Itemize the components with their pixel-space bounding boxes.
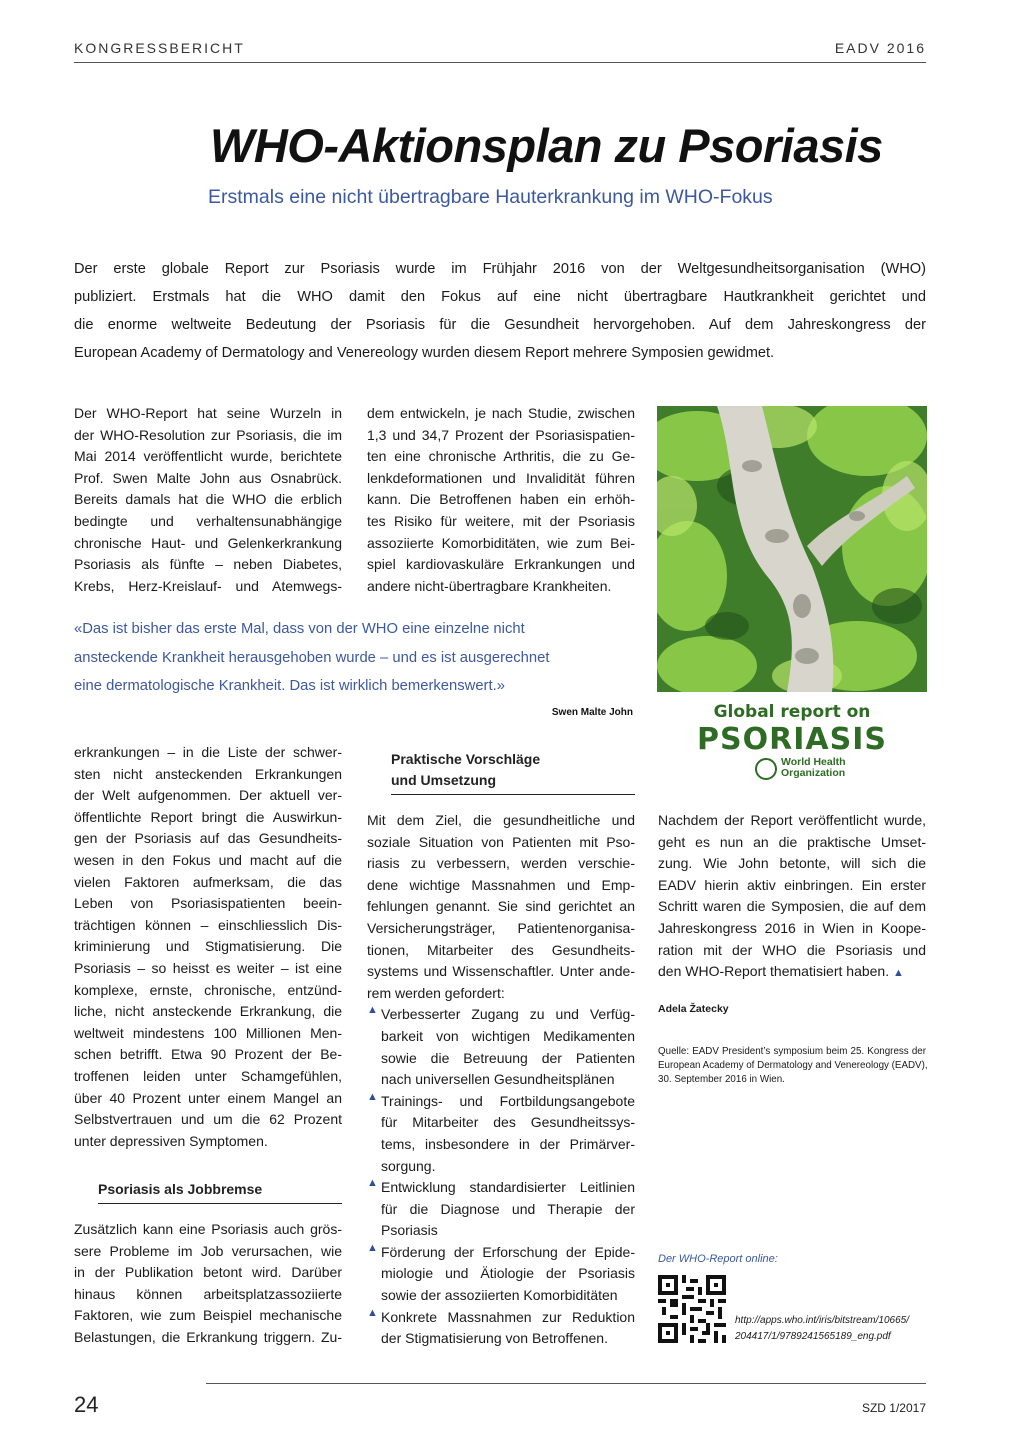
lead-line: die enorme weltweite Bedeutung der Psoriasis für die Gesundheit hervorgehoben. Auf dem Jahreskongress der [74,317,926,333]
text-line: der WHO-Resolution zur Psoriasis, die im [74,426,342,443]
text-line: Versicherungsträger, Patientenorganisa- [367,919,635,936]
source-line: European Academy of Dermatology and Venereology (EADV), [658,1060,928,1071]
text-line: systems und Wissenschaftler. Unter ande- [367,963,635,980]
column-2-bottom [367,810,635,1350]
column-2-top [367,403,635,597]
text-line: ten eine chronische Arthritis, die zu Ge- [367,448,635,465]
text-line: Bereits damals hat die WHO die erblich [74,491,342,508]
text-line: sere Probleme im Job verursachen, wie [74,1242,342,1259]
text-line-content: den WHO-Report thematisiert haben. [658,963,890,980]
text-line: Konkrete Massnahmen zur Reduktion [381,1308,635,1325]
section-label: KONGRESSBERICHT [74,40,245,56]
text-line: geht es nun an die praktische Umset- [658,833,926,850]
text-line: kann. Die Betroffenen haben ein erhöh- [367,491,635,508]
bullet-item [367,1004,635,1090]
text-line: Leben von Psoriasispatienten beein- [74,895,342,912]
column-3 [658,810,926,985]
quote-line: ansteckende Krankheit herausgehoben wurde – und es ist ausgerechnet [74,649,550,666]
text-line: Entwicklung standardisierter Leitlinien [381,1179,635,1196]
header-divider [74,62,926,63]
bullet-item [367,1307,635,1350]
heading-underline [98,1203,342,1204]
quote-line: «Das ist bisher das erste Mal, dass von der WHO eine einzelne nicht [74,621,525,637]
bullet-item [367,1091,635,1177]
text-line: sten nicht ansteckenden Erkrankungen [74,765,342,782]
text-line: sowie die Betreuung der Patienten [381,1049,635,1066]
text-line: Mai 2014 veröffentlicht wurde, berichtete [74,448,342,465]
lead-line: European Academy of Dermatology and Venereology wurden diesem Report mehrere Symposien gewidmet. [74,345,775,361]
text-line: unter depressiven Symptomen. [74,1132,268,1149]
text-line: tems, insbesondere in der Primärver- [381,1135,635,1152]
cover-org-line2: Organization [781,767,846,779]
text-line: weltweit mindestens 100 Millionen Men- [74,1024,342,1041]
text-line: erkrankungen – in die Liste der schwer- [74,744,342,760]
text-line: andere nicht-übertragbare Krankheiten. [367,577,612,594]
text-line: liche, nicht ansteckende Erkrankung, die [74,1003,342,1020]
page-number: 24 [74,1392,99,1417]
heading-line: Praktische Vorschläge [391,751,541,767]
text-line: assoziierte Komorbiditäten, wie zum Bei- [367,534,635,551]
text-line: komplexe, ernste, chronische, entzünd- [74,981,342,998]
text-line: vielen Faktoren aufmerksam, die das [74,873,342,890]
text-line: nach universellen Gesundheitsplänen [381,1071,615,1088]
article-author: Adela Žatecky [658,1003,729,1015]
text-line: 1,3 und 34,7 Prozent der Psoriasispatien- [367,426,635,443]
text-line: Schritt waren die Symposien, die auf dem [658,898,926,915]
source-line: 30. September 2016 in Wien. [658,1074,785,1085]
text-line: Belastungen, die Erkrankung triggern. Zu- [74,1328,342,1345]
article-title: WHO-Aktionsplan zu Psoriasis [210,119,883,172]
triangle-bullet-icon: ▲ [367,1177,378,1190]
text-line: über 40 Prozent unter einem Mangel an [74,1089,342,1106]
text-line: Verbesserter Zugang zu und Verfüg- [381,1006,635,1023]
text-line: Jahreskongress 2016 in Wien in Koope- [658,919,926,936]
text-line: kriminierung und Stigmatisierung. Die [74,938,342,955]
text-line: troffenen leiden unter Schamgefühlen, [74,1067,342,1084]
text-line: Faktoren, wie zum Beispiel mechanische [74,1307,342,1324]
article-subtitle: Erstmals eine nicht übertragbare Hauterkrankung im WHO-Fokus [208,186,773,208]
qr-code-graphic [658,1275,726,1343]
footer-divider [206,1383,926,1384]
column-1-top [74,403,342,597]
section-heading-jobbremse: Psoriasis als Jobbremse [98,1181,263,1197]
text-line: riasis zu verbessern, werden verschie- [367,855,635,872]
text-line: miologie und Ätiologie der Psoriasis [381,1265,635,1282]
cover-title-line2: PSORIASIS [697,722,887,757]
report-cover-image [657,406,927,794]
text-line [658,961,926,985]
qr-code-icon[interactable] [658,1275,726,1343]
text-line: Trainings- und Fortbildungsangebote [381,1092,635,1109]
text-line: dene wichtige Massnahmen und Emp- [367,876,635,893]
text-line: hinaus können arbeitsplatzassoziierte [74,1285,342,1302]
triangle-bullet-icon: ▲ [367,1241,378,1254]
section-heading-vorschlaege [391,749,540,791]
text-line: der Stigmatisierung von Betroffenen. [381,1330,608,1347]
text-line: sorgung. [381,1157,436,1174]
text-line: wesen in den Fokus und macht auf die [74,851,342,868]
text-line: Zusätzlich kann eine Psoriasis auch grös- [74,1221,342,1237]
text-line: tionen, Mitarbeiter des Gesundheits- [367,941,635,958]
text-line: schen betrifft. Etwa 90 Prozent der Be- [74,1046,342,1063]
text-line: Prof. Swen Malte John aus Osnabrück. [74,469,342,486]
text-line: gen der Psoriasis auf das Gesundheits- [74,830,342,847]
text-line: chronische Haut- und Gelenkerkrankung [74,534,342,551]
lead-line: publiziert. Erstmals hat die WHO damit den Fokus auf eine nicht übertragbare Hautkrankheit gerichtet und [74,289,926,305]
text-line: Psoriasis als fünfte – neben Diabetes, [74,556,342,573]
triangle-bullet-icon: ▲ [367,1004,378,1017]
text-line: ration mit der WHO die Psoriasis und [658,941,926,958]
text-line: Psoriasis – so heisst es weiter – ist eine [74,959,342,976]
report-url-link[interactable] [735,1313,909,1345]
text-line: tes Risiko für weitere, mit der Psoriasis [367,512,635,529]
text-line: barkeit von wichtigen Medikamenten [381,1027,635,1044]
text-line: dem entwickeln, je nach Studie, zwischen [367,405,635,421]
text-line: trächtigen können – einschliesslich Dis- [74,916,342,933]
text-line: für Mitarbeiter des Gesundheitssys- [381,1114,635,1131]
text-line: soziale Situation von Patienten mit Pso- [367,833,635,850]
text-line: für die Diagnose und Therapie der [381,1200,635,1217]
quote-author: Swen Malte John [551,707,633,718]
column-1-job [74,1219,342,1349]
url-line: 204417/1/9789241565189_eng.pdf [735,1331,891,1342]
cover-org-line1: World Health [781,756,846,768]
text-line: sowie der assoziierten Komorbiditäten [381,1287,618,1304]
text-line: rem werden gefordert: [367,984,505,1001]
triangle-bullet-icon: ▲ [367,1306,378,1319]
source-note [658,1045,926,1087]
text-line: EADV hierin aktiv einbringen. Ein erster [658,876,926,893]
online-label: Der WHO-Report online: [658,1253,778,1265]
cover-title-line1: Global report on [713,702,871,722]
text-line: in der Publikation betont wird. Darüber [74,1264,342,1281]
who-logo-icon [755,758,777,780]
text-line: Der WHO-Report hat seine Wurzeln in [74,405,342,421]
pull-quote [74,615,639,701]
text-line: Selbstvertrauen und um die 62 Prozent [74,1111,342,1128]
column-1-bottom [74,742,342,1152]
event-label: EADV 2016 [834,40,926,56]
heading-underline [391,794,635,795]
quote-line: eine dermatologische Krankheit. Das ist wirklich bemerkenswert.» [74,678,505,694]
text-line: lenkdeformationen und Invalidität führen [367,469,635,486]
text-line: Förderung der Erforschung der Epide- [381,1243,635,1260]
lead-line: Der erste globale Report zur Psoriasis wurde im Frühjahr 2016 von der Weltgesundheitsorganisation (WHO) [74,261,926,277]
triangle-bullet-icon: ▲ [367,1090,378,1103]
text-line: bedingte und verhaltensunabhängige [74,512,342,529]
text-line: Nachdem der Report veröffentlicht wurde, [658,812,926,828]
text-line: spiel kardiovaskuläre Erkrankungen und [367,556,635,573]
text-line: Mit dem Ziel, die gesundheitliche und [367,812,635,828]
text-line: der Welt aufgenommen. Der aktuell ver- [74,787,342,804]
bullet-item [367,1242,635,1307]
end-of-article-icon: ▲ [893,967,904,980]
source-line: Quelle: EADV President’s symposium beim 25. Kongress der [658,1046,926,1057]
journal-issue: SZD 1/2017 [861,1401,926,1415]
text-line: fehlungen genannt. Sie sind gerichtet an [367,898,635,915]
heading-line: und Umsetzung [391,772,496,788]
text-line: Krebs, Herz-Kreislauf- und Atemwegs- [74,577,342,594]
text-line: Psoriasis [381,1222,438,1239]
url-line: http://apps.who.int/iris/bitstream/10665/ [735,1315,909,1326]
lead-paragraph [74,255,926,367]
bullet-item [367,1177,635,1242]
text-line: öffentlichte Report bringt die Auswirkun- [74,808,342,825]
text-line: zung. Wie John betonte, will sich die [658,855,926,872]
